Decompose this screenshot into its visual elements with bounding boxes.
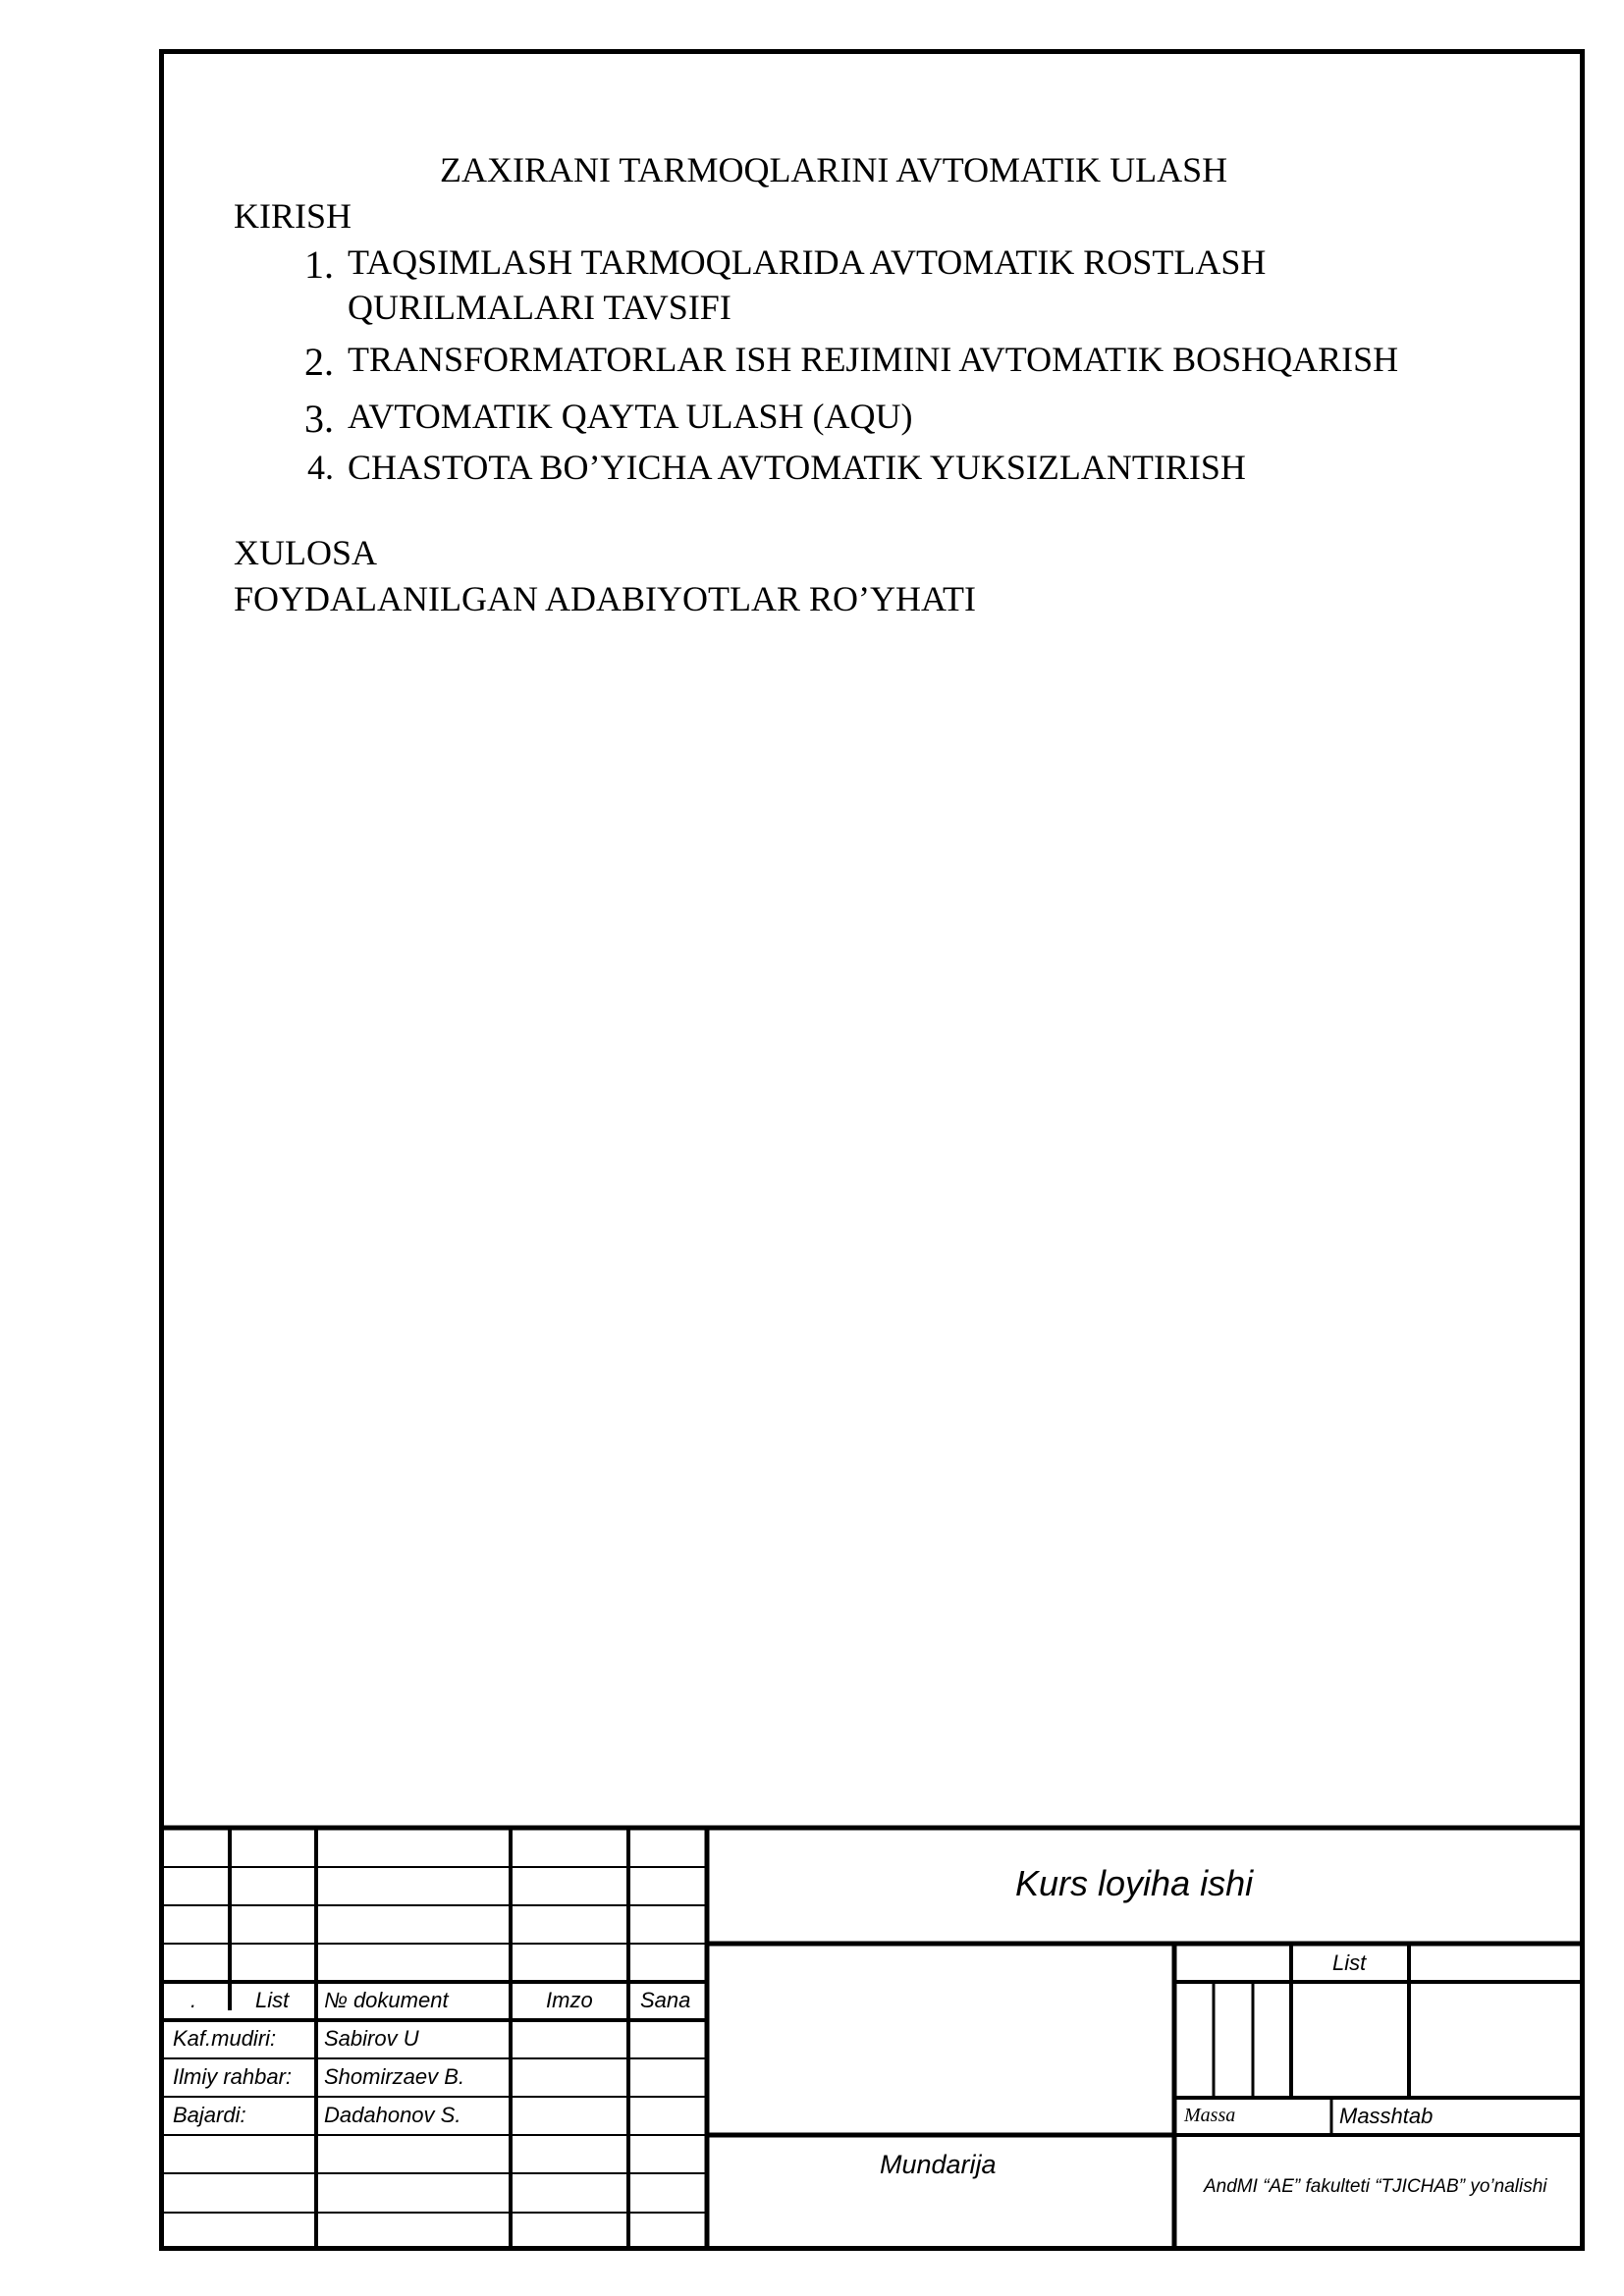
header-date-col: Sana bbox=[640, 1988, 691, 2012]
chapter-number: 1. bbox=[304, 241, 334, 287]
header-document-col: № dokument bbox=[324, 1988, 449, 2012]
conclusion-heading: XULOSA bbox=[234, 532, 378, 572]
header-signature-col: Imzo bbox=[546, 1988, 593, 2012]
document-title: ZAXIRANI TARMOQLARINI AVTOMATIK ULASH bbox=[440, 150, 1228, 189]
intro-heading: KIRISH bbox=[234, 195, 352, 236]
chapter-title: AVTOMATIK QAYTA ULASH (AQU) bbox=[348, 397, 913, 437]
signature-role: Bajardi: bbox=[173, 2103, 246, 2127]
signature-role: Ilmiy rahbar: bbox=[173, 2064, 293, 2089]
mass-label: Massa bbox=[1184, 2105, 1236, 2126]
references-heading: FOYDALANILGAN ADABIYOTLAR RO’YHATI bbox=[234, 578, 976, 618]
document-name: Mundarija bbox=[880, 2150, 997, 2179]
chapter-title: TAQSIMLASH TARMOQLARIDA AVTOMATIK ROSTLASH QURILMALARI TAVSIFI bbox=[348, 241, 1267, 328]
header-change-col: . bbox=[190, 1988, 197, 2012]
sheet-label: List bbox=[1332, 1950, 1367, 1975]
chapter-number: 3. bbox=[304, 397, 334, 442]
signature-role: Kaf.mudiri: bbox=[173, 2026, 277, 2051]
work-type-title: Kurs loyiha ishi bbox=[1015, 1863, 1254, 1903]
scale-label: Masshtab bbox=[1339, 2104, 1434, 2128]
organization-name: AndMI “AE” fakulteti “TJICHAB” yo’nalishi bbox=[1204, 2176, 1547, 2197]
chapter-title: CHASTOTA BO’YICHA AVTOMATIK YUKSIZLANTIRISH bbox=[348, 448, 1246, 488]
header-sheet-col: List bbox=[255, 1988, 290, 2012]
chapter-title: TRANSFORMATORLAR ISH REJIMINI AVTOMATIK BOSHQARISH bbox=[348, 340, 1399, 380]
signature-name: Dadahonov S. bbox=[324, 2103, 461, 2127]
signature-name: Sabirov U bbox=[324, 2026, 419, 2051]
signature-name: Shomirzaev B. bbox=[324, 2064, 465, 2089]
chapter-number: 4. bbox=[307, 448, 334, 488]
chapter-number: 2. bbox=[304, 340, 334, 385]
